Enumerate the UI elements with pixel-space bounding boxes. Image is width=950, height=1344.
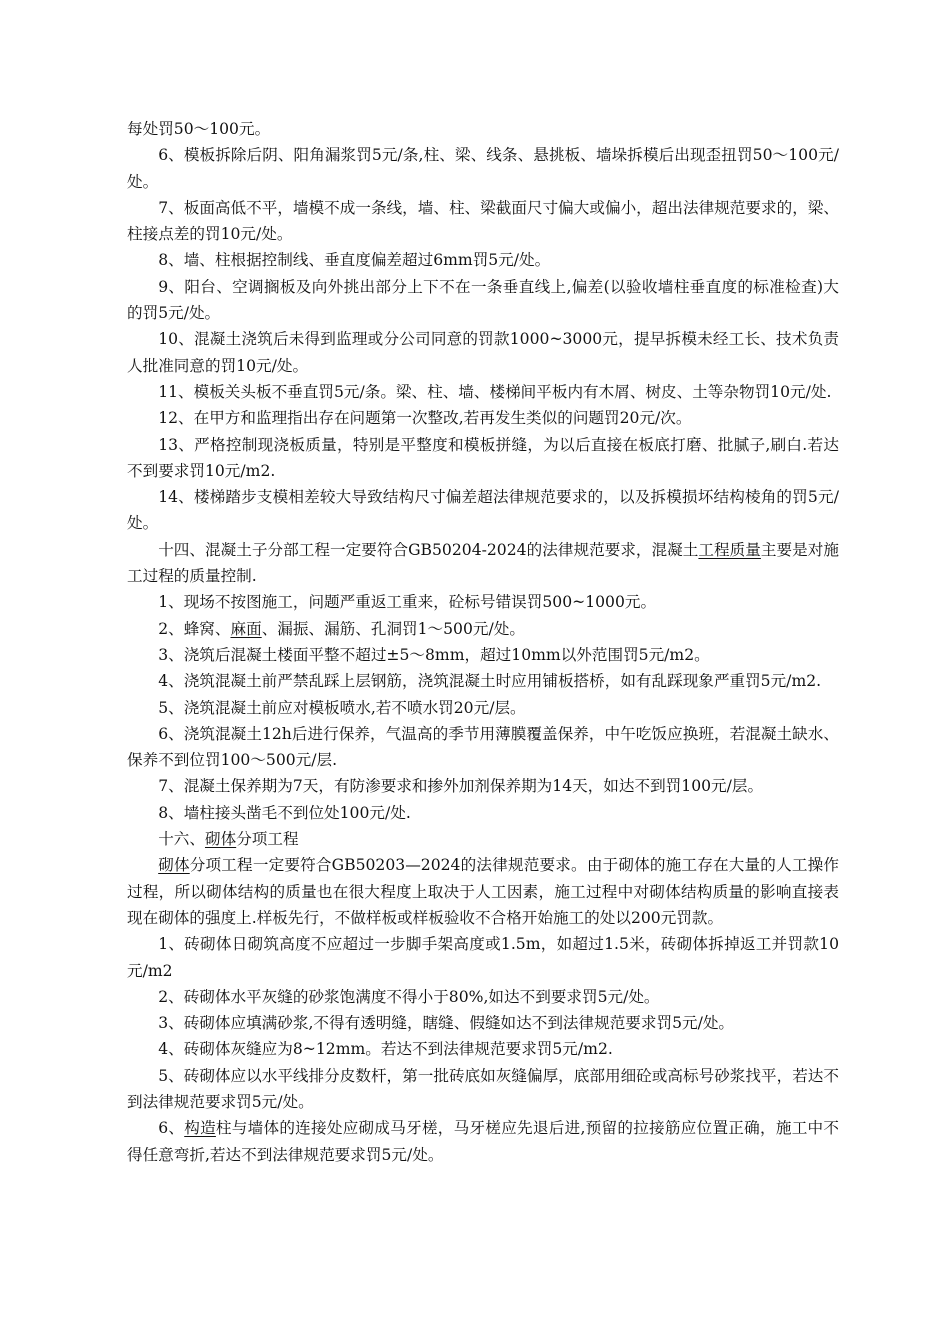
paragraph-text: 5、浇筑混凝土前应对模板喷水,若不喷水罚20元/层。 xyxy=(158,698,526,717)
paragraph-text: 1、现场不按图施工，问题严重返工重来，砼标号错误罚500~1000元。 xyxy=(158,593,657,612)
formwork-item-14 xyxy=(127,484,839,537)
paragraph-text: 十六、 xyxy=(158,830,205,849)
formwork-item-11 xyxy=(127,379,839,405)
paragraph-text: 柱与墙体的连接处应砌成马牙槎，马牙槎应先退后进,预留的拉接筋应位置正确，施工中不得任意弯折,若达不到法律规范要求罚5元/处。 xyxy=(127,1119,839,1164)
concrete-item-1 xyxy=(127,589,839,615)
formwork-item-9 xyxy=(127,274,839,327)
concrete-item-5 xyxy=(127,695,839,721)
paragraph-text: 4、浇筑混凝土前严禁乱踩上层钢筋，浇筑混凝土时应用铺板搭桥，如有乱踩现象严重罚5元/m2. xyxy=(158,672,822,691)
formwork-item-7 xyxy=(127,195,839,248)
paragraph-text: 4、砖砌体灰缝应为8~12mm。若达不到法律规范要求罚5元/m2. xyxy=(158,1040,613,1059)
masonry-item-5 xyxy=(127,1063,839,1116)
concrete-item-8 xyxy=(127,800,839,826)
paragraph-text: 6、模板拆除后阴、阳角漏浆罚5元/条,柱、梁、线条、悬挑板、墙垛拆模后出现歪扭罚50～100元/处。 xyxy=(127,146,839,191)
document-page xyxy=(127,116,839,1168)
formwork-item-6 xyxy=(127,142,839,195)
paragraph-text: 14、楼梯踏步支模相差较大导致结构尺寸偏差超法律规范要求的，以及拆模损坏结构棱角的罚5元/处。 xyxy=(127,488,839,533)
paragraph-text: 分项工程 xyxy=(236,830,299,849)
masonry-item-1 xyxy=(127,931,839,984)
paragraph-fragment xyxy=(127,116,839,142)
masonry-item-6 xyxy=(127,1115,839,1168)
paragraph-text: 8、墙柱接头凿毛不到位处100元/处. xyxy=(158,803,411,822)
underlined-link-text: 砌体 xyxy=(158,856,190,875)
paragraph-text: 8、墙、柱根据控制线、垂直度偏差超过6mm罚5元/处。 xyxy=(158,251,551,270)
section-heading-masonry xyxy=(127,826,839,852)
paragraph-text: 1、砖砌体日砌筑高度不应超过一步脚手架高度或1.5m，如超过1.5米，砖砌体拆掉返工并罚款10元/m2 xyxy=(127,935,839,980)
underlined-link-text: 构造 xyxy=(184,1119,216,1138)
masonry-item-2 xyxy=(127,984,839,1010)
paragraph-text: 3、砖砌体应填满砂浆,不得有透明缝，瞎缝、假缝如达不到法律规范要求罚5元/处。 xyxy=(158,1014,735,1033)
paragraph-text: 13、严格控制现浇板质量，特别是平整度和模板拼缝，为以后直接在板底打磨、批腻子,刷白.若达不到要求罚10元/m2. xyxy=(127,435,839,480)
formwork-item-12 xyxy=(127,405,839,431)
concrete-item-4 xyxy=(127,668,839,694)
masonry-item-4 xyxy=(127,1036,839,1062)
paragraph-text: 十四、混凝土子分部工程一定要符合GB50204-2024的法律规范要求，混凝土 xyxy=(158,540,699,559)
paragraph-text: 7、混凝土保养期为7天，有防渗要求和掺外加剂保养期为14天，如达不到罚100元/层。 xyxy=(158,777,764,796)
paragraph-text: 11、模板关头板不垂直罚5元/条。梁、柱、墙、楼梯间平板内有木屑、树皮、土等杂物罚10元/处. xyxy=(158,382,832,401)
paragraph-text: 主要是对施工过程的质量控制. xyxy=(127,540,839,586)
paragraph-text: 每处罚50～100元。 xyxy=(127,120,271,138)
underlined-link-text: 工程质量 xyxy=(698,540,761,559)
paragraph-text: 分项工程一定要符合GB50203—2024的法律规范要求。由于砌体的施工存在大量的人工操作过程，所以砌体结构的质量也在很大程度上取决于人工因素，施工过程中对砌体结构质量的影响直接表现在砌体的强度上.样板先行，不做样板或样板验收不合格开始施工的处以200元罚款。 xyxy=(127,856,839,927)
paragraph-text: 9、阳台、空调搁板及向外挑出部分上下不在一条垂直线上,偏差(以验收墙柱垂直度的标准检查)大的罚5元/处。 xyxy=(127,277,839,323)
paragraph-text: 12、在甲方和监理指出存在问题第一次整改,若再发生类似的问题罚20元/次。 xyxy=(158,409,692,428)
paragraph-text: 2、砖砌体水平灰缝的砂浆饱满度不得小于80%,如达不到要求罚5元/处。 xyxy=(158,987,660,1006)
concrete-item-2 xyxy=(127,616,839,642)
paragraph-text: 7、板面高低不平，墙模不成一条线，墙、柱、梁截面尺寸偏大或偏小，超出法律规范要求的，梁、柱接点差的罚10元/处。 xyxy=(127,198,839,244)
paragraph-text: 6、 xyxy=(158,1119,185,1138)
concrete-item-6 xyxy=(127,721,839,774)
paragraph-text: 5、砖砌体应以水平线排分皮数杆，第一批砖底如灰缝偏厚，底部用细砼或高标号砂浆找平，若达不到法律规范要求罚5元/处。 xyxy=(127,1066,839,1111)
paragraph-text: 10、混凝土浇筑后未得到监理或分公司同意的罚款1000~3000元，提早拆模未经工长、技术负责人批准同意的罚10元/处。 xyxy=(127,330,839,375)
paragraph-text: 2、蜂窝、 xyxy=(158,619,231,638)
paragraph-text: 、漏振、漏筋、孔洞罚1～500元/处。 xyxy=(261,619,525,638)
paragraph-text: 3、浇筑后混凝土楼面平整不超过±5～8mm，超过10mm以外范围罚5元/m2。 xyxy=(158,645,710,664)
paragraph-text: 6、浇筑混凝土12h后进行保养，气温高的季节用薄膜覆盖保养，中午吃饭应换班，若混凝土缺水、保养不到位罚100～500元/层. xyxy=(127,724,839,770)
masonry-item-3 xyxy=(127,1010,839,1036)
formwork-item-10 xyxy=(127,326,839,379)
concrete-item-3 xyxy=(127,642,839,668)
formwork-item-13 xyxy=(127,432,839,485)
concrete-item-7 xyxy=(127,773,839,799)
masonry-intro xyxy=(127,852,839,931)
formwork-item-8 xyxy=(127,247,839,273)
section-heading-concrete xyxy=(127,537,839,590)
underlined-link-text: 麻面 xyxy=(230,619,262,638)
underlined-link-text: 砌体 xyxy=(204,830,237,849)
